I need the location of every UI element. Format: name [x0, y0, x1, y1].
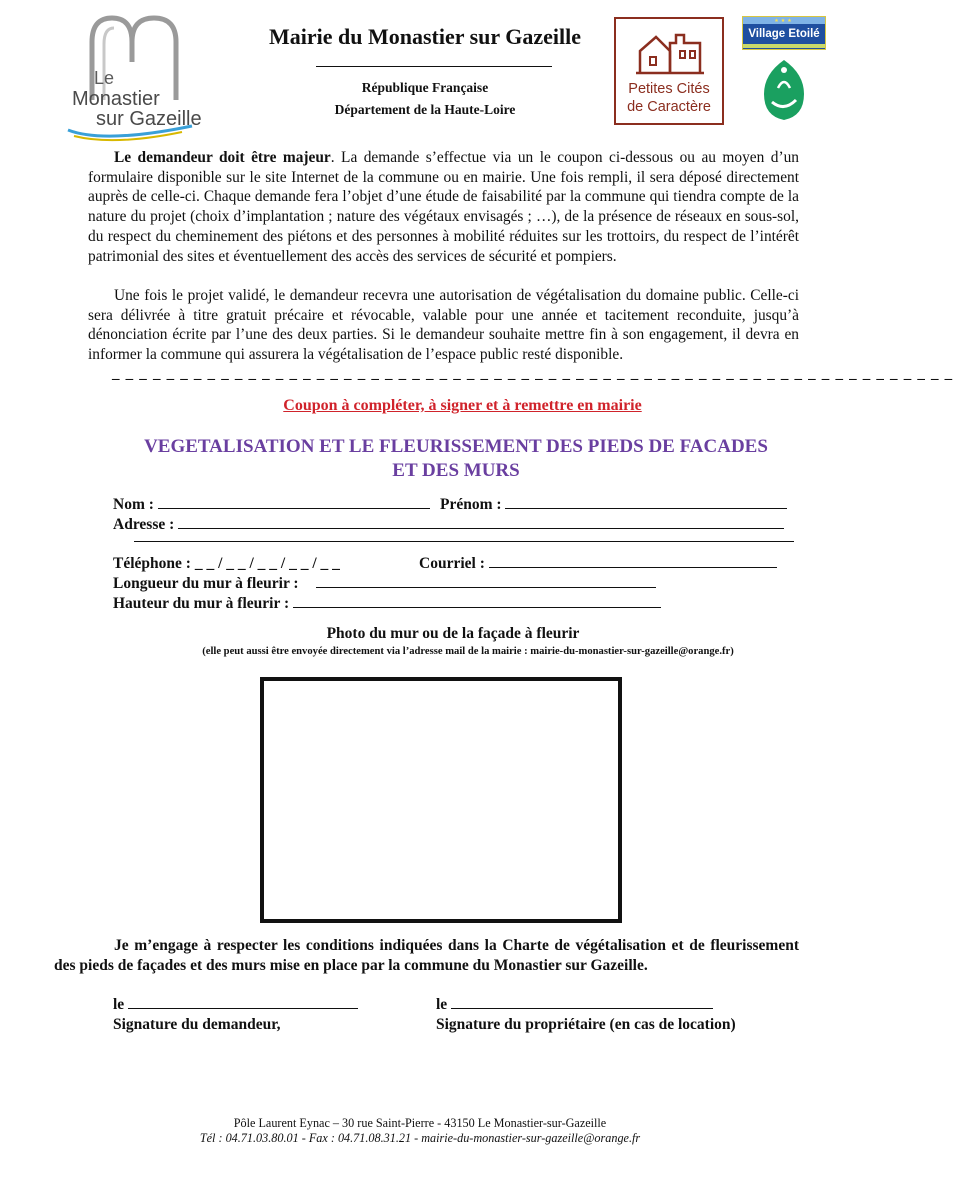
- park-leaf-logo: [760, 58, 808, 122]
- adresse-field-line2[interactable]: [134, 541, 794, 542]
- coupon-title: Coupon à compléter, à signer et à remettre en mairie: [283, 397, 642, 414]
- signature-owner[interactable]: Signature du propriétaire (en cas de location): [436, 1016, 736, 1033]
- nom-field[interactable]: [158, 496, 430, 509]
- hauteur-field[interactable]: [293, 595, 661, 608]
- logo-text-monastier: Monastier: [72, 88, 160, 110]
- adresse-row: [113, 516, 784, 534]
- photo-box[interactable]: [260, 677, 622, 923]
- signature-applicant[interactable]: Signature du demandeur,: [113, 1016, 281, 1033]
- date-left-field[interactable]: [128, 996, 358, 1009]
- logo-text-le: Le: [94, 68, 115, 88]
- engagement-paragraph: Je m’engage à respecter les conditions indiquées dans la Charte de végétalisation et de fleurissement des pieds de façades et des murs mise en place par la commune du Monastier sur Gazeille.: [54, 937, 799, 974]
- courriel-field[interactable]: [489, 555, 777, 568]
- village-etoile-text: Village Etoilé: [748, 28, 820, 40]
- date-right-row: [436, 996, 713, 1014]
- date-left-label: le: [113, 996, 125, 1013]
- page-title: Mairie du Monastier sur Gazeille: [268, 24, 582, 49]
- prenom-row: [440, 496, 787, 514]
- logo-text-gazeille: sur Gazeille: [96, 108, 202, 130]
- date-right-field[interactable]: [451, 996, 713, 1009]
- form-heading-line1: VEGETALISATION ET LE FLEURISSEMENT DES PIEDS DE FACADES: [144, 436, 768, 457]
- form-heading: [112, 435, 800, 483]
- title-divider: [316, 66, 552, 67]
- village-etoile-logo: [742, 16, 826, 50]
- engagement-text: [54, 936, 799, 976]
- hauteur-row: [113, 595, 661, 613]
- intro-text: . La demande s’effectue via un le coupon ci-dessous ou au moyen d’un formulaire disponible sur le site Internet de la commune ou en mairie. Une fois rempli, il sera déposé directement auprès de celle-ci. Chaque demande fera l’objet d’une étude de faisabilité par la commune qui tiendra compte de la nature du projet (choix d’implantation ; nature des végétaux envisagés ; …), de la présence de réseaux en sous-sol, du respect du cheminement des piétons et des personnes à mobilité réduites sur les trottoirs, du respect de l’intérêt patrimonial des sites et éventuellement des accès des services de sécurité et pompiers.: [88, 149, 799, 265]
- hauteur-label: Hauteur du mur à fleurir :: [113, 595, 290, 612]
- monastier-logo: [64, 12, 202, 134]
- nom-label: Nom :: [113, 496, 154, 513]
- prenom-field[interactable]: [505, 496, 787, 509]
- petites-cites-logo: [614, 17, 724, 125]
- nom-row: [113, 496, 430, 514]
- photo-note: (elle peut aussi être envoyée directement via l’adresse mail de la mairie : mairie-du-monastier-sur-gazeille@orange.fr): [202, 646, 734, 657]
- department-label: Département de la Haute-Loire: [334, 102, 516, 117]
- date-right-label: le: [436, 996, 448, 1013]
- courriel-row: [419, 555, 777, 573]
- cut-line: _ _ _ _ _ _ _ _ _ _ _ _ _ _ _ _ _ _ _ _ _ _ _ _ _ _ _ _ _ _ _ _ _ _ _ _ _ _ _ _ _ _ _ _ _ _ _ _ _ _ _ _ _ _ _ _ _ _ _ _ _ _: [112, 366, 953, 382]
- pcc-text-line2: de Caractère: [627, 99, 711, 115]
- star-icon: ★★★: [774, 19, 794, 24]
- footer-contact: Tél : 04.71.03.80.01 - Fax : 04.71.08.31.21 - mairie-du-monastier-sur-gazeille@orange.fr: [199, 1131, 641, 1145]
- logo-swoosh: [64, 122, 194, 144]
- adresse-label: Adresse :: [113, 516, 175, 533]
- intro-text-2: Une fois le projet validé, le demandeur recevra une autorisation de végétalisation du domaine public. Celle-ci sera délivrée à titre gratuit précaire et révocable, valable pour une année et tacitement reconduite, jusqu’à dénonciation écrite par l’une des deux parties. Si le demandeur souhaite mettre fin à son engagement, il devra en informer la commune qui assurera la végétalisation de l’espace public resté disponible.: [88, 287, 799, 364]
- village-foot: [743, 44, 825, 48]
- intro-bold: Le demandeur doit être majeur: [114, 149, 331, 166]
- courriel-label: Courriel :: [419, 555, 485, 572]
- date-left-row: [113, 996, 358, 1014]
- longueur-row: [113, 575, 656, 593]
- form-heading-line2: ET DES MURS: [392, 460, 520, 481]
- house-icon: [636, 29, 704, 77]
- footer-address: Pôle Laurent Eynac – 30 rue Saint-Pierre - 43150 Le Monastier-sur-Gazeille: [233, 1116, 607, 1130]
- longueur-label: Longueur du mur à fleurir :: [113, 575, 299, 592]
- pcc-text-line1: Petites Cités: [628, 81, 710, 97]
- republic-label: République Française: [361, 80, 489, 95]
- prenom-label: Prénom :: [440, 496, 502, 513]
- telephone-row: [113, 555, 340, 573]
- intro-paragraph-2: [88, 286, 799, 365]
- adresse-field[interactable]: [178, 516, 784, 529]
- intro-paragraph-1: [88, 148, 799, 266]
- longueur-field[interactable]: [316, 575, 656, 588]
- photo-title: Photo du mur ou de la façade à fleurir: [326, 625, 580, 642]
- telephone-label: Téléphone :: [113, 555, 191, 572]
- telephone-field[interactable]: _ _ / _ _ / _ _ / _ _ / _ _: [194, 555, 340, 572]
